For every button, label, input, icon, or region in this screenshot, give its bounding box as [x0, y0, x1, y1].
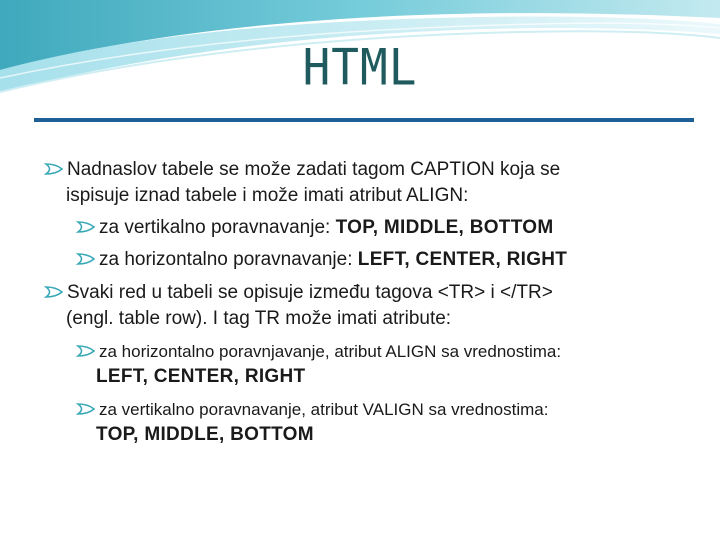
arrow-bullet-icon: [76, 252, 98, 266]
sub-bullet-tr-align: [76, 340, 561, 364]
bullet-caption-line2: ispisuje iznad tabele i može imati atribut ALIGN:: [66, 185, 469, 206]
bullet-text: za vertikalno poravnavanje:: [99, 217, 336, 238]
arrow-bullet-icon: [44, 285, 66, 299]
arrow-bullet-icon: [76, 344, 98, 358]
sub-bullet-tr-valign: [76, 398, 548, 422]
slide-title: HTML: [302, 37, 418, 97]
bullet-values: LEFT, CENTER, RIGHT: [357, 249, 568, 270]
arrow-bullet-icon: [44, 162, 66, 176]
bullet-text: za horizontalno poravnjavanje, atribut ALIGN sa vrednostima:: [99, 342, 562, 361]
bullet-caption: [44, 158, 560, 182]
bullet-text: Nadnaslov tabele se može zadati tagom CAPTION koja se: [67, 159, 561, 180]
bullet-text: za horizontalno poravnavanje:: [99, 249, 358, 270]
sub-bullet-tr-valign-values: TOP, MIDDLE, BOTTOM: [96, 424, 314, 445]
sub-bullet-vertical: [76, 216, 553, 240]
bullet-text: Svaki red u tabeli se opisuje između tagova <TR> i </TR>: [67, 282, 553, 303]
bullet-tr-line2: (engl. table row). I tag TR može imati atribute:: [66, 308, 452, 329]
bullet-values: TOP, MIDDLE, BOTTOM: [335, 217, 554, 238]
arrow-bullet-icon: [76, 220, 98, 234]
sub-bullet-tr-align-values: LEFT, CENTER, RIGHT: [96, 366, 306, 387]
arrow-bullet-icon: [76, 402, 98, 416]
bullet-tr: [44, 281, 553, 305]
sub-bullet-horizontal: [76, 248, 567, 272]
bullet-text: za vertikalno poravnavanje, atribut VALIGN sa vrednostima:: [99, 400, 549, 419]
